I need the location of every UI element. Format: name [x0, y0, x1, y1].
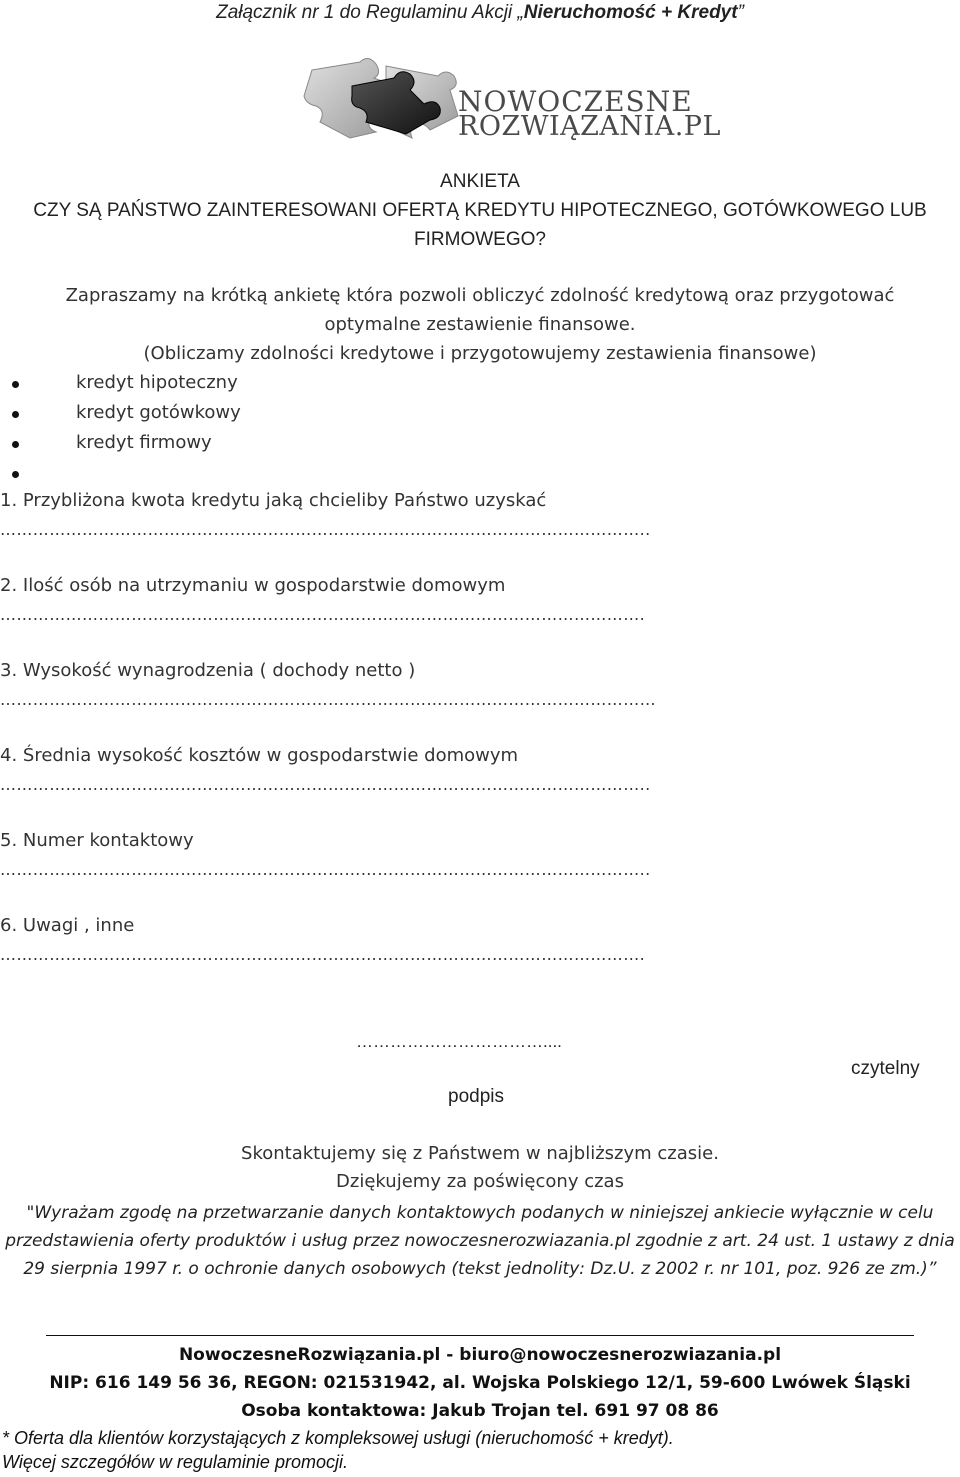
credit-option-cash	[0, 402, 400, 428]
bullet-icon	[12, 441, 19, 448]
footer-company-details: NIP: 616 149 56 36, REGON: 021531942, al. Wojska Polskiego 12/1, 59-600 Lwówek Śląski	[49, 1373, 911, 1393]
question-1-label: 1. Przybliżona kwota kredytu jaką chcieliby Państwo uzyskać	[0, 490, 547, 511]
header-suffix: ”	[737, 2, 744, 23]
logo-line-2: ROZWIĄZANIA.PL	[458, 111, 721, 142]
bullet-icon	[12, 411, 19, 418]
credit-option-label: kredyt hipoteczny	[76, 372, 238, 393]
question-1-answer-line[interactable]: ………………………………………………………………………………………………………..	[0, 520, 651, 539]
bullet-icon	[12, 381, 19, 388]
survey-question-line-2: FIRMOWEGO?	[414, 229, 546, 250]
survey-question-line-1: CZY SĄ PAŃSTWO ZAINTERESOWANI OFERTĄ KREDYTU HIPOTECZNEGO, GOTÓWKOWEGO LUB	[33, 200, 927, 221]
intro-line-3: (Obliczamy zdolności kredytowe i przygotowujemy zestawienia finansowe)	[143, 343, 817, 364]
question-3-label: 3. Wysokość wynagrodzenia ( dochody netto )	[0, 660, 416, 681]
survey-title: ANKIETA	[440, 171, 520, 192]
intro-line-1: Zapraszamy na krótką ankietę która pozwoli obliczyć zdolność kredytową oraz przygotować	[65, 285, 895, 306]
signature-label: podpis	[448, 1086, 504, 1107]
footer-contact-person: Osoba kontaktowa: Jakub Trojan tel. 691 97 08 86	[241, 1401, 719, 1421]
offer-footnote-line-2: Więcej szczegółów w regulaminie promocji.	[2, 1452, 348, 1472]
footer-company-contact: NowoczesneRozwiązania.pl - biuro@nowoczesnerozwiazania.pl	[178, 1345, 782, 1365]
credit-option-business	[0, 432, 400, 458]
credit-option-mortgage	[0, 372, 400, 398]
question-6-answer-line[interactable]: ……………………………………………………………………………………………………….	[0, 945, 646, 964]
signature-readable-label: czytelny	[851, 1058, 920, 1079]
credit-option-label: kredyt firmowy	[76, 432, 212, 453]
thank-you-text: Dziękujemy za poświęcony czas	[336, 1171, 624, 1192]
header-prefix: Załącznik nr 1 do Regulaminu Akcji „	[216, 2, 524, 23]
logo-line-1: NOWOCZESNE	[458, 85, 693, 118]
question-3-answer-line[interactable]: …………………………………………………………………………………………………………	[0, 690, 656, 709]
signature-line[interactable]: ……………………………....	[356, 1032, 562, 1051]
offer-footnote-line-1: * Oferta dla klientów korzystających z kompleksowej usługi (nieruchomość + kredyt).	[2, 1428, 674, 1448]
question-2-label: 2. Ilość osób na utrzymaniu w gospodarstwie domowym	[0, 575, 506, 596]
credit-option-label: kredyt gotówkowy	[76, 402, 241, 423]
intro-line-2: optymalne zestawienie finansowe.	[324, 314, 636, 335]
data-processing-consent: "Wyrażam zgodę na przetwarzanie danych kontaktowych podanych w niniejszej ankiecie wyłącznie w celu przedstawienia oferty produktów i usług przez nowoczesnerozwiazania.pl zgodnie z art. 24 ust. 1 ustawy z dnia 29 sierpnia 1997 r. o ochronie danych osobowych (tekst jednolity: Dz.U. z 2002 r. nr 101, poz. 926 ze zm.)”	[5, 1203, 955, 1279]
contact-notice: Skontaktujemy się z Państwem w najbliższym czasie.	[241, 1143, 719, 1164]
question-4-answer-line[interactable]: ………………………………………………………………………………………………………..	[0, 775, 651, 794]
company-logo	[290, 52, 721, 148]
question-5-label: 5. Numer kontaktowy	[0, 830, 194, 851]
question-2-answer-line[interactable]: ……………………………………………………………………………………………………….	[0, 605, 646, 624]
question-4-label: 4. Średnia wysokość kosztów w gospodarstwie domowym	[0, 745, 519, 766]
document-header	[0, 2, 960, 24]
question-5-answer-line[interactable]: ………………………………………………………………………………………………………..	[0, 860, 651, 879]
header-promo-name: Nieruchomość + Kredyt	[523, 2, 738, 23]
footer-divider	[46, 1335, 914, 1336]
question-6-label: 6. Uwagi , inne	[0, 915, 135, 936]
credit-option-empty	[0, 462, 400, 488]
bullet-icon	[12, 471, 19, 478]
